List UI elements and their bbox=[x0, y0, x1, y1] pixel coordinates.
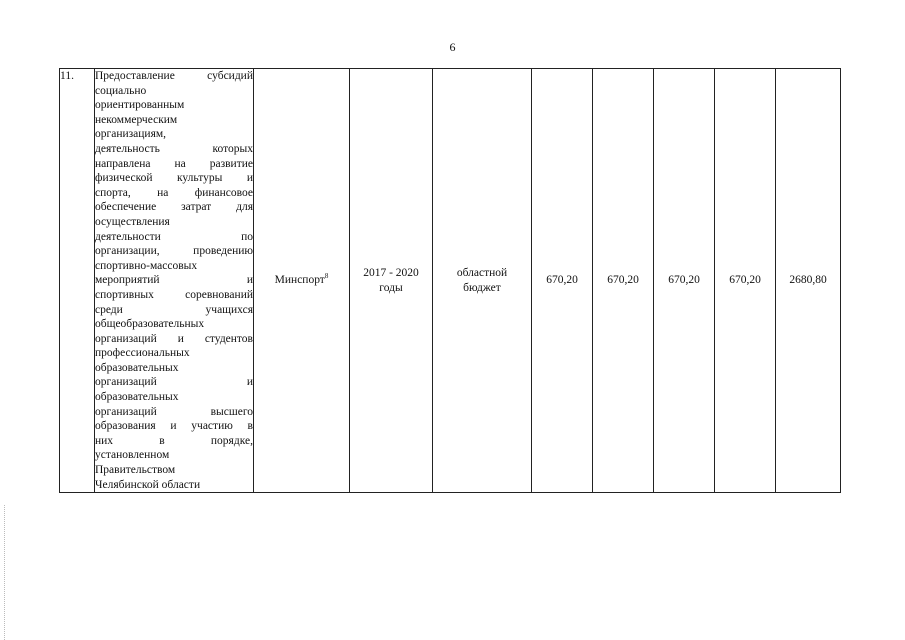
scan-margin-mark bbox=[4, 505, 6, 640]
row-value-2017: 670,20 bbox=[532, 69, 593, 493]
description-word: студентов bbox=[204, 332, 253, 345]
description-line: некоммерческим bbox=[95, 113, 178, 126]
description-line: спортивно-массовых bbox=[95, 259, 198, 272]
row-description bbox=[95, 69, 254, 493]
description-word: по bbox=[241, 230, 253, 243]
description-line bbox=[95, 375, 253, 390]
row-value-2019: 670,20 bbox=[654, 69, 715, 493]
description-line bbox=[95, 157, 253, 172]
row-value-2020: 670,20 bbox=[715, 69, 776, 493]
description-line bbox=[95, 288, 253, 303]
description-line bbox=[95, 142, 253, 157]
description-word: организации, bbox=[95, 245, 160, 258]
description-word: участию bbox=[191, 420, 233, 433]
description-line bbox=[95, 303, 253, 318]
description-word: обеспечение bbox=[95, 201, 157, 214]
description-word: деятельность bbox=[95, 142, 160, 155]
row-funding-source bbox=[433, 69, 532, 493]
description-word: и bbox=[170, 420, 177, 433]
description-word: в bbox=[247, 420, 253, 433]
description-line: осуществления bbox=[95, 215, 170, 228]
description-word: деятельности bbox=[95, 230, 161, 243]
description-line: организациям, bbox=[95, 128, 167, 141]
source-line-1: областной bbox=[456, 267, 508, 280]
description-line bbox=[95, 200, 253, 215]
row-period bbox=[350, 69, 433, 493]
page-number: 6 bbox=[449, 40, 456, 54]
row-executor bbox=[254, 69, 350, 493]
description-word: мероприятий bbox=[95, 274, 160, 287]
description-word: и bbox=[177, 332, 184, 345]
row-number: 11. bbox=[60, 69, 95, 493]
description-line bbox=[95, 171, 253, 186]
description-line bbox=[95, 273, 253, 288]
description-word: спорта, bbox=[95, 186, 131, 199]
description-word: физической bbox=[95, 172, 153, 185]
description-word: проведению bbox=[193, 245, 253, 258]
description-word: на bbox=[157, 186, 169, 199]
description-line bbox=[95, 419, 253, 434]
description-word: высшего bbox=[210, 405, 253, 418]
description-line: ориентированным bbox=[95, 99, 185, 112]
description-word: и bbox=[246, 274, 253, 287]
row-value-2018: 670,20 bbox=[593, 69, 654, 493]
description-word: организаций bbox=[95, 332, 157, 345]
description-word: которых bbox=[212, 142, 253, 155]
description-word: финансовое bbox=[194, 186, 253, 199]
description-line: установленном bbox=[95, 449, 170, 462]
description-word: затрат bbox=[181, 201, 212, 214]
description-line: Челябинской области bbox=[95, 478, 201, 491]
description-line: социально bbox=[95, 84, 147, 97]
description-line: общеобразовательных bbox=[95, 318, 205, 331]
description-word: соревнований bbox=[185, 288, 253, 301]
description-line bbox=[95, 186, 253, 201]
description-word: среди bbox=[95, 303, 123, 316]
description-line bbox=[95, 244, 253, 259]
description-word: них bbox=[95, 434, 114, 447]
description-line: образовательных bbox=[95, 361, 179, 374]
description-line bbox=[95, 405, 253, 420]
description-word: организаций bbox=[95, 405, 157, 418]
program-table bbox=[59, 68, 841, 493]
description-word: субсидий bbox=[207, 70, 253, 82]
description-word: и bbox=[246, 172, 253, 185]
description-line: профессиональных bbox=[95, 347, 190, 360]
period-years: 2017 - 2020 bbox=[363, 267, 419, 280]
row-total: 2680,80 bbox=[776, 69, 841, 493]
description-line bbox=[95, 230, 253, 245]
table-row bbox=[60, 69, 841, 493]
description-word: образования bbox=[95, 420, 156, 433]
description-line bbox=[95, 332, 253, 347]
description-word: культуры bbox=[177, 172, 223, 185]
description-line: Правительством bbox=[95, 464, 176, 477]
description-word: и bbox=[246, 376, 253, 389]
executor-name: Минспорт bbox=[274, 274, 325, 287]
description-word: развитие bbox=[209, 157, 253, 170]
description-line bbox=[95, 434, 253, 449]
description-word: направлена bbox=[95, 157, 151, 170]
description-word: на bbox=[174, 157, 186, 170]
description-word: для bbox=[236, 201, 253, 214]
description-line bbox=[95, 69, 253, 84]
description-word: в bbox=[159, 434, 165, 447]
period-unit: годы bbox=[379, 281, 403, 294]
description-word: Предоставление bbox=[95, 70, 175, 82]
description-word: учащихся bbox=[205, 303, 253, 316]
description-word: спортивных bbox=[95, 288, 154, 301]
description-word: порядке, bbox=[210, 434, 253, 447]
description-word: организаций bbox=[95, 376, 157, 389]
executor-footnote: 8 bbox=[324, 272, 329, 281]
description-line: образовательных bbox=[95, 391, 179, 404]
source-line-2: бюджет bbox=[463, 281, 501, 294]
